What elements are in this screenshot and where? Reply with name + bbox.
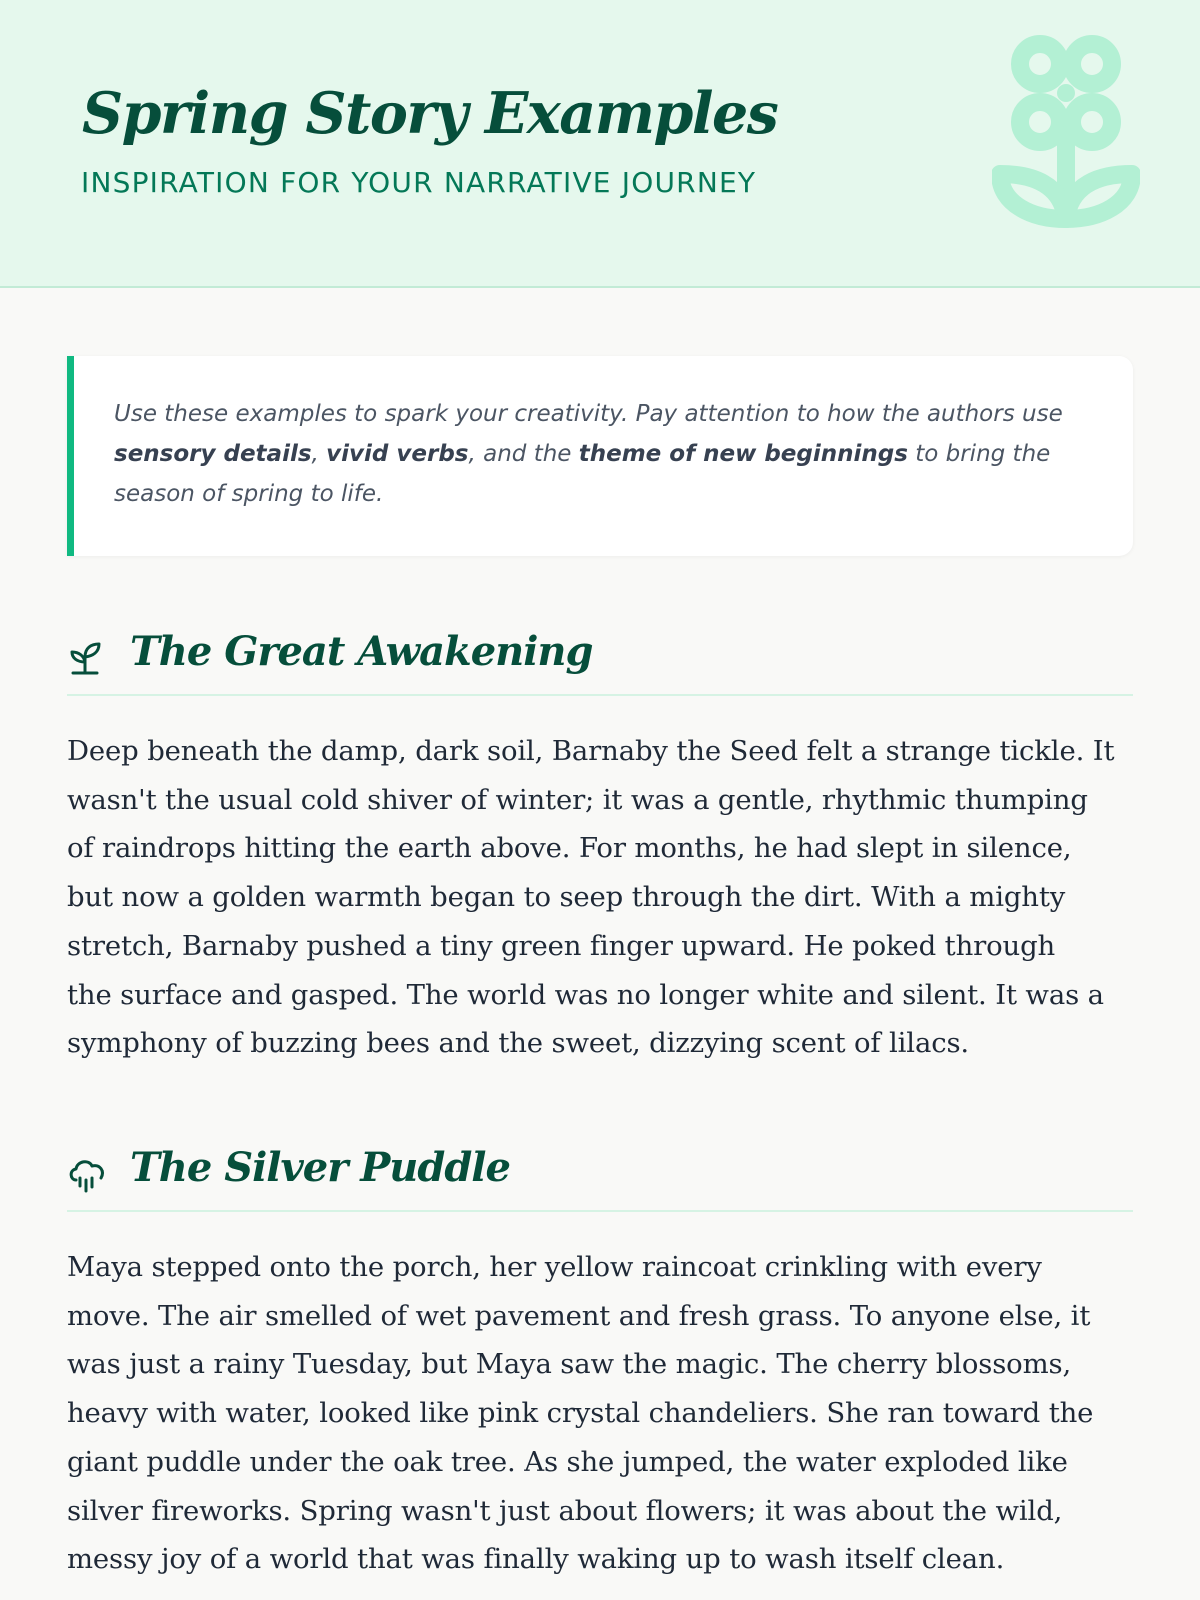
story-line: stretch, Barnaby pushed a tiny green finger upward. He poked through bbox=[67, 929, 1056, 962]
intro-emphasis-theme: theme of new beginnings bbox=[578, 441, 908, 467]
intro-callout bbox=[67, 356, 1133, 556]
story-header bbox=[67, 630, 1133, 696]
intro-emphasis-sensory: sensory details bbox=[114, 441, 312, 467]
story-line: wasn't the usual cold shiver of winter; it was a gentle, rhythmic thumping bbox=[67, 783, 1088, 816]
story-line: Deep beneath the damp, dark soil, Barnaby the Seed felt a strange tickle. It bbox=[67, 735, 1115, 767]
intro-text: , bbox=[311, 441, 327, 467]
story-line: the surface and gasped. The world was no longer white and silent. It was a bbox=[67, 978, 1104, 1011]
story-line: symphony of buzzing bees and the sweet, dizzying scent of lilacs. bbox=[67, 1027, 969, 1060]
rain-cloud-icon bbox=[67, 1156, 107, 1196]
story-line: heavy with water, looked like pink crystal chandeliers. She ran toward the bbox=[67, 1397, 1094, 1430]
intro-text: to bring the season of spring to life. bbox=[114, 441, 1051, 507]
story-header bbox=[67, 1146, 1133, 1212]
story-line: Maya stepped onto the porch, her yellow raincoat crinkling with every bbox=[67, 1251, 1042, 1283]
story-line: messy joy of a world that was finally waking up to wash itself clean. bbox=[67, 1543, 1005, 1576]
story-section bbox=[67, 630, 1133, 1068]
story-body bbox=[67, 1243, 1133, 1584]
page-header bbox=[0, 0, 1200, 288]
sprout-icon bbox=[67, 640, 107, 680]
story-line: giant puddle under the oak tree. As she jumped, the water exploded like bbox=[67, 1445, 1068, 1478]
page-title: Spring Story Examples bbox=[82, 80, 778, 147]
story-title: The Silver Puddle bbox=[130, 1144, 510, 1191]
page-subtitle: INSPIRATION FOR YOUR NARRATIVE JOURNEY bbox=[81, 166, 757, 199]
story-line: of raindrops hitting the earth above. For months, he had slept in silence, bbox=[67, 832, 1072, 865]
story-line: was just a rainy Tuesday, but Maya saw the magic. The cherry blossoms, bbox=[67, 1348, 1072, 1381]
flower-icon bbox=[992, 34, 1140, 234]
story-body bbox=[67, 727, 1133, 1068]
story-title: The Great Awakening bbox=[130, 628, 593, 675]
story-section bbox=[67, 1146, 1133, 1584]
intro-text: , and the bbox=[468, 441, 579, 467]
story-line: move. The air smelled of wet pavement and fresh grass. To anyone else, it bbox=[67, 1299, 1091, 1332]
intro-text: Use these examples to spark your creativity. Pay attention to how the authors use bbox=[114, 401, 1063, 427]
story-line: but now a golden warmth began to seep through the dirt. With a mighty bbox=[67, 881, 1066, 914]
intro-emphasis-verbs: vivid verbs bbox=[326, 441, 469, 467]
story-line: silver fireworks. Spring wasn't just about flowers; it was about the wild, bbox=[67, 1494, 1063, 1527]
